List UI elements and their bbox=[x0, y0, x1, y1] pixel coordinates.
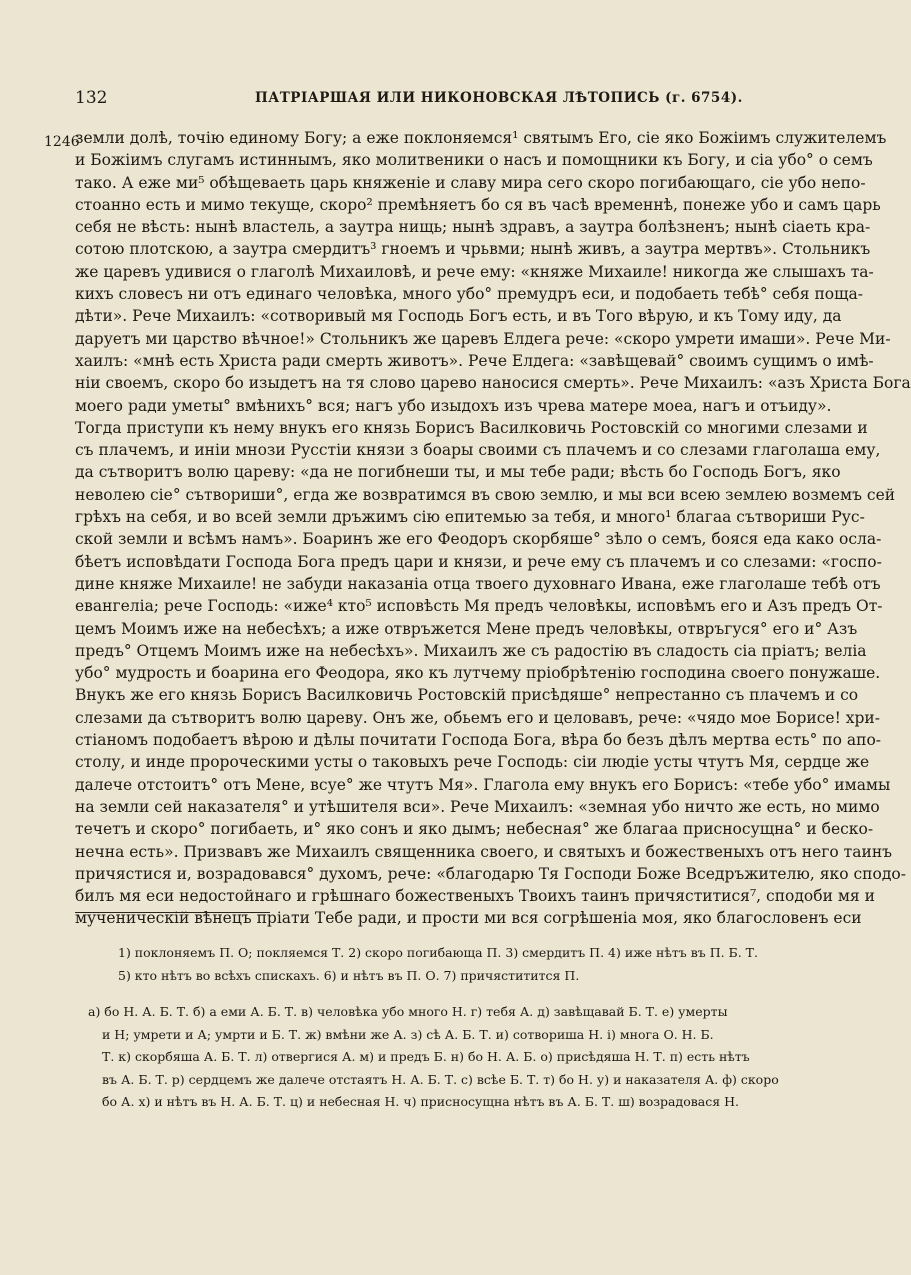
text-line: хаилъ: «мнѣ есть Христа ради смерть животъ». Рече Елдега: «завѣщевай° своимъ сущимъ о имѣ- bbox=[75, 351, 874, 370]
text-line: столу, и инде пророческими усты о таковыхъ рече Господь: сіи людіе усты чтутъ Мя, сердце же bbox=[75, 753, 870, 772]
margin-year: 1246 bbox=[44, 134, 80, 150]
text-line: билъ мя еси недостойнаго и грѣшнаго божественыхъ Твоихъ таинъ причяститися⁷, сподоби мя и bbox=[75, 887, 875, 906]
text-line: тако. А еже ми⁵ обѣщеваеть царь княженіе и славу мира сего скоро погибающаго, сіе убо непо- bbox=[75, 173, 866, 192]
text-line: причястися и, возрадовався° духомъ, рече: «благодарю Тя Господи Боже Вседръжителю, яко сподо- bbox=[75, 864, 906, 883]
text-line: дине княже Михаиле! не забуди наказаніа отца твоего духовнаго Ивана, еже глаголаше тебѣ отъ bbox=[75, 574, 881, 593]
variant-note-line: бо А. х) и нѣтъ въ Н. А. Б. Т. ц) и небесная Н. ч) присносущна нѣтъ въ А. Б. Т. ш) возрадовася Н. bbox=[102, 1094, 739, 1109]
text-line: Внукъ же его князь Борисъ Василковичь Ростовскій присѣдяше° непрестанно съ плачемъ и со bbox=[75, 686, 859, 705]
text-line: ніи своемъ, скоро бо изыдетъ на тя слово царево наносися смерть». Рече Михаилъ: «азъ Христа Бога bbox=[75, 374, 911, 393]
page-header bbox=[75, 88, 815, 112]
footnote-line: 5) кто нѣтъ во всѣхъ спискахъ. 6) и нѣтъ въ П. О. 7) причяститится П. bbox=[118, 967, 580, 983]
text-line: мученическій вѣнецъ пріати Тебе ради, и прости ми вся согрѣшеніа моя, яко благословенъ еси bbox=[75, 909, 862, 928]
variant-note-line: въ А. Б. Т. р) сердцемъ же далече отстаятъ Н. А. Б. Т. с) всѣе Б. Т. т) бо Н. у) и наказателя А. ф) скоро bbox=[102, 1071, 779, 1087]
variant-note-line: и Н; умрети и А; умрти и Б. Т. ж) вмѣни же А. з) сѣ А. Б. Т. и) сотвориша Н. і) многа О. Н. Б. bbox=[102, 1026, 714, 1042]
text-line: сотою плотскою, а заутра смердитъ³ гноемъ и чрьвми; нынѣ живъ, а заутра мертвъ». Стольникъ bbox=[75, 240, 871, 259]
text-line: неволею сіе° сътвориши°, егда же возвратимся въ свою землю, и мы вси всею землею возмемъ сей bbox=[75, 485, 896, 504]
main-text bbox=[75, 127, 911, 930]
numbered-footnotes bbox=[118, 942, 818, 987]
footnote-divider bbox=[75, 912, 270, 913]
running-head: ПАТРІАРШАЯ ИЛИ НИКОНОВСКАЯ ЛѢТОПИСЬ (г. 6754). bbox=[255, 90, 743, 106]
text-line: бѣетъ исповѣдати Господа Бога предъ цари и князи, и рече ему съ плачемъ и со слезами: «госпо- bbox=[75, 552, 882, 571]
text-line: стоанно есть и мимо текуще, скоро² премѣняетъ бо ся въ часѣ временнѣ, понеже убо и самъ царь bbox=[75, 195, 881, 214]
text-line: убо° мудрость и боарина его Феодора, яко къ лутчему пріобрѣтенію господина своего понужаше. bbox=[75, 664, 881, 683]
text-line: грѣхъ на себя, и во всей земли дръжимъ сію епитемью за тебя, и много¹ благаа сътвориши Рус- bbox=[75, 508, 865, 527]
variant-note-line: Т. к) скорбяша А. Б. Т. л) отвергися А. м) и предъ Б. н) бо Н. А. Б. о) присѣдяша Н. Т. п) есть нѣтъ bbox=[102, 1049, 750, 1064]
text-line: земли долѣ, точію единому Богу; а еже поклоняемся¹ святымъ Его, сіе яко Божіимъ служителемъ bbox=[75, 129, 887, 147]
text-line: цемъ Моимъ иже на небесѣхъ; а иже отвръжется Мене предъ человѣкы, отвръгуся° его и° Азъ bbox=[75, 619, 858, 638]
text-line: евангеліа; рече Господь: «иже⁴ кто⁵ исповѣсть Мя предъ человѣкы, исповѣмъ его и Азъ предъ От- bbox=[75, 597, 883, 616]
text-line: моего ради уметы° вмѣнихъ° вся; нагъ убо изыдохъ изъ чрева матере моеа, нагъ и отъиду». bbox=[75, 396, 832, 415]
text-line: далече отстоитъ° отъ Мене, всуе° же чтутъ Мя». Глагола ему внукъ его Борисъ: «тебе убо° имамы bbox=[75, 775, 891, 794]
text-line: течетъ и скоро° погибаеть, и° яко сонъ и яко дымъ; небесная° же благаа присносущна° и беско- bbox=[75, 820, 874, 839]
page-number: 132 bbox=[75, 88, 108, 108]
text-line: предъ° Отцемъ Моимъ иже на небесѣхъ». Михаилъ же съ радостію въ сладость сіа пріатъ; веліа bbox=[75, 641, 867, 660]
text-line: на земли сей наказателя° и утѣшителя вси». Рече Михаилъ: «земная убо ничто же есть, но мимо bbox=[75, 797, 880, 816]
text-line: нечна есть». Призвавъ же Михаилъ священника своего, и святыхъ и божественыхъ отъ него таинъ bbox=[75, 842, 893, 861]
text-line: себя не вѣсть: нынѣ властель, а заутра нищь; нынѣ здравъ, а заутра болѣзненъ; нынѣ сіаеть кра- bbox=[75, 218, 871, 237]
text-line: же царевъ удивися о глаголѣ Михаиловѣ, и рече ему: «княже Михаиле! никогда же слышахъ та- bbox=[75, 262, 874, 281]
text-line: Тогда приступи къ нему внукъ его князь Борисъ Василковичь Ростовскій со многими слезами и bbox=[75, 418, 868, 437]
variant-note-line: а) бо Н. А. Б. Т. б) а еми А. Б. Т. в) человѣка убо много Н. г) тебя А. д) завѣщавай Б. Т. е) умерты bbox=[88, 1004, 728, 1019]
lettered-footnotes bbox=[88, 1001, 818, 1114]
text-line: дѣти». Рече Михаилъ: «сотворивый мя Господь Богъ есть, и въ Того вѣрую, и къ Тому иду, да bbox=[75, 307, 842, 326]
text-line: и Божіимъ слугамъ истиннымъ, яко молитвеники о насъ и помощники къ Богу, и сіа убо° о семъ bbox=[75, 151, 873, 170]
text-line: слезами да сътворитъ волю цареву. Онъ же, обьемъ его и целовавъ, рече: «чядо мое Борисе! хри- bbox=[75, 708, 880, 727]
text-line: съ плачемъ, и иніи мнози Русстіи князи з боары своими съ плачемъ и со слезами глаголаша ему, bbox=[75, 441, 881, 460]
text-line: кихъ словесъ ни отъ единаго человѣка, много убо° премудръ еси, и подобаеть тебѣ° себя поща- bbox=[75, 285, 863, 304]
text-line: стіаномъ подобаетъ вѣрою и дѣлы почитати Господа Бога, вѣра бо безъ дѣлъ мертва есть° по апо- bbox=[75, 731, 882, 750]
footnote-line: 1) поклоняемъ П. О; покляемся Т. 2) скоро погибающа П. 3) смердитъ П. 4) иже нѣтъ въ П. Б. Т. bbox=[118, 945, 758, 960]
text-line: даруетъ ми царство вѣчное!» Стольникъ же царевъ Елдега рече: «скоро умрети имаши». Рече Ми- bbox=[75, 329, 891, 348]
text-line: ской земли и всѣмъ намъ». Боаринъ же его Феодоръ скорбяше° зѣло о семъ, бояся еда како осла- bbox=[75, 530, 882, 549]
text-line: да сътворитъ волю цареву: «да не погибнеши ты, и мы тебе ради; вѣсть бо Господь Богъ, яко bbox=[75, 463, 841, 482]
